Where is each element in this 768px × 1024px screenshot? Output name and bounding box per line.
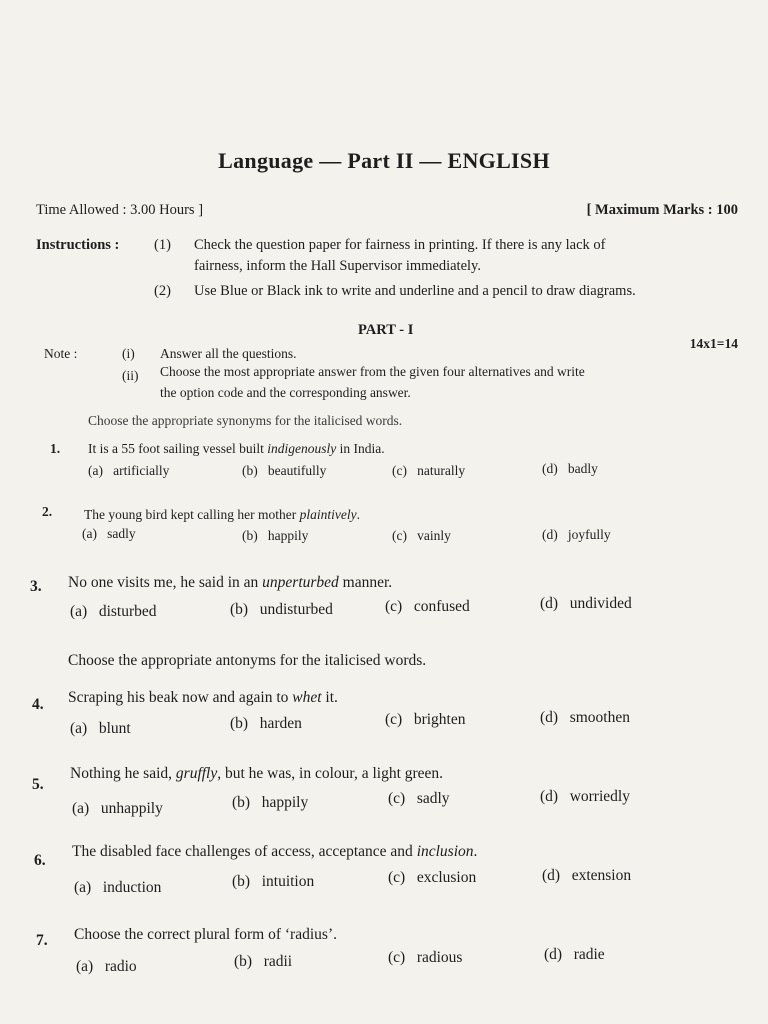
option-d: (d) smoothen: [540, 709, 630, 726]
instruction-1-num: (1): [154, 237, 171, 253]
option-c: (c) sadly: [388, 790, 450, 807]
question-number: 2.: [42, 504, 53, 519]
note-2-line1: Choose the most appropriate answer from the given four alternatives and write: [160, 364, 585, 379]
italic-word: indigenously: [267, 441, 337, 456]
option-b: (b) undisturbed: [230, 601, 333, 618]
question-text: [68, 574, 392, 592]
option-a: (a) blunt: [70, 720, 131, 737]
note-2-num: (ii): [122, 368, 139, 383]
option-d: (d) badly: [542, 461, 598, 476]
question-text: [70, 765, 443, 783]
question-text-post: .: [356, 507, 360, 522]
question-text-post: , but he was, in colour, a light green.: [217, 765, 444, 782]
option-a: (a) induction: [74, 879, 162, 896]
question-number: 6.: [34, 852, 46, 869]
option-b: (b) harden: [230, 715, 302, 732]
option-b: (b) intuition: [232, 873, 315, 890]
option-d: (d) undivided: [540, 595, 632, 612]
question-text-pre: Scraping his beak now and again to: [68, 689, 293, 706]
instruction-2-num: (2): [154, 283, 171, 299]
option-b: (b) happily: [242, 528, 309, 543]
option-a: (a) disturbed: [70, 603, 157, 620]
option-a: (a) unhappily: [72, 800, 163, 817]
question-text-post: in India.: [336, 441, 385, 456]
note-marks: 14x1=14: [689, 336, 738, 351]
option-b: (b) radii: [234, 953, 293, 970]
option-c: (c) vainly: [392, 528, 451, 543]
option-a: (a) radio: [76, 958, 137, 975]
note-1-num: (i): [122, 346, 135, 361]
page-title: Language — Part II — ENGLISH: [218, 148, 550, 173]
option-c: (c) naturally: [392, 463, 466, 478]
synonyms-heading: Choose the appropriate synonyms for the italicised words.: [88, 413, 403, 428]
note-1-line1: Answer all the questions.: [160, 346, 297, 361]
italic-word: plaintively: [299, 507, 357, 522]
italic-word: inclusion: [416, 843, 474, 860]
question-text-post: it.: [321, 689, 338, 706]
instruction-1-line1: Check the question paper for fairness in printing. If there is any lack of: [194, 237, 606, 253]
option-d: (d) extension: [542, 867, 632, 884]
italic-word: unperturbed: [262, 574, 339, 591]
option-c: (c) brighten: [385, 711, 466, 728]
italic-word: whet: [292, 689, 322, 706]
question-number: 1.: [50, 441, 61, 456]
question-number: 4.: [32, 696, 44, 713]
option-a: (a) artificially: [88, 463, 170, 478]
part-label: PART - I: [358, 322, 414, 338]
option-b: (b) beautifully: [242, 463, 327, 478]
option-c: (c) exclusion: [388, 869, 477, 886]
option-d: (d) radie: [544, 946, 605, 963]
instruction-1-line2: fairness, inform the Hall Supervisor immediately.: [194, 258, 481, 274]
italic-word: gruffly: [175, 765, 218, 782]
instructions-label: Instructions :: [36, 237, 120, 253]
question-number: 7.: [36, 932, 48, 949]
option-c: (c) confused: [385, 598, 470, 615]
question-text-pre: It is a 55 foot sailing vessel built: [88, 441, 268, 456]
question-text: [74, 926, 337, 944]
option-c: (c) radious: [388, 949, 463, 966]
question-number: 5.: [32, 776, 44, 793]
question-text-pre: The young bird kept calling her mother: [84, 507, 300, 522]
time-allowed: Time Allowed : 3.00 Hours ]: [36, 202, 204, 218]
question-text-post: manner.: [338, 574, 393, 591]
question-text-pre: Choose the correct plural form of ‘radius’.: [74, 926, 337, 943]
instruction-2-line1: Use Blue or Black ink to write and underline and a pencil to draw diagrams.: [194, 283, 636, 299]
question-text-pre: No one visits me, he said in an: [68, 574, 263, 591]
question-text: [68, 689, 338, 707]
antonyms-heading: Choose the appropriate antonyms for the italicised words.: [68, 652, 427, 669]
question-text: [72, 843, 477, 861]
question-text: [88, 441, 385, 457]
option-a: (a) sadly: [82, 526, 136, 541]
option-b: (b) happily: [232, 794, 309, 811]
question-text-pre: Nothing he said,: [70, 765, 176, 782]
option-d: (d) worriedly: [540, 788, 630, 805]
question-text-pre: The disabled face challenges of access, acceptance and: [72, 843, 417, 860]
max-marks: [ Maximum Marks : 100: [586, 202, 738, 218]
option-d: (d) joyfully: [542, 527, 611, 542]
question-text-post: .: [473, 843, 478, 860]
question-number: 3.: [30, 578, 42, 595]
note-label: Note :: [44, 346, 78, 361]
question-text: [84, 507, 360, 523]
note-2-line2: the option code and the corresponding answer.: [160, 385, 411, 400]
